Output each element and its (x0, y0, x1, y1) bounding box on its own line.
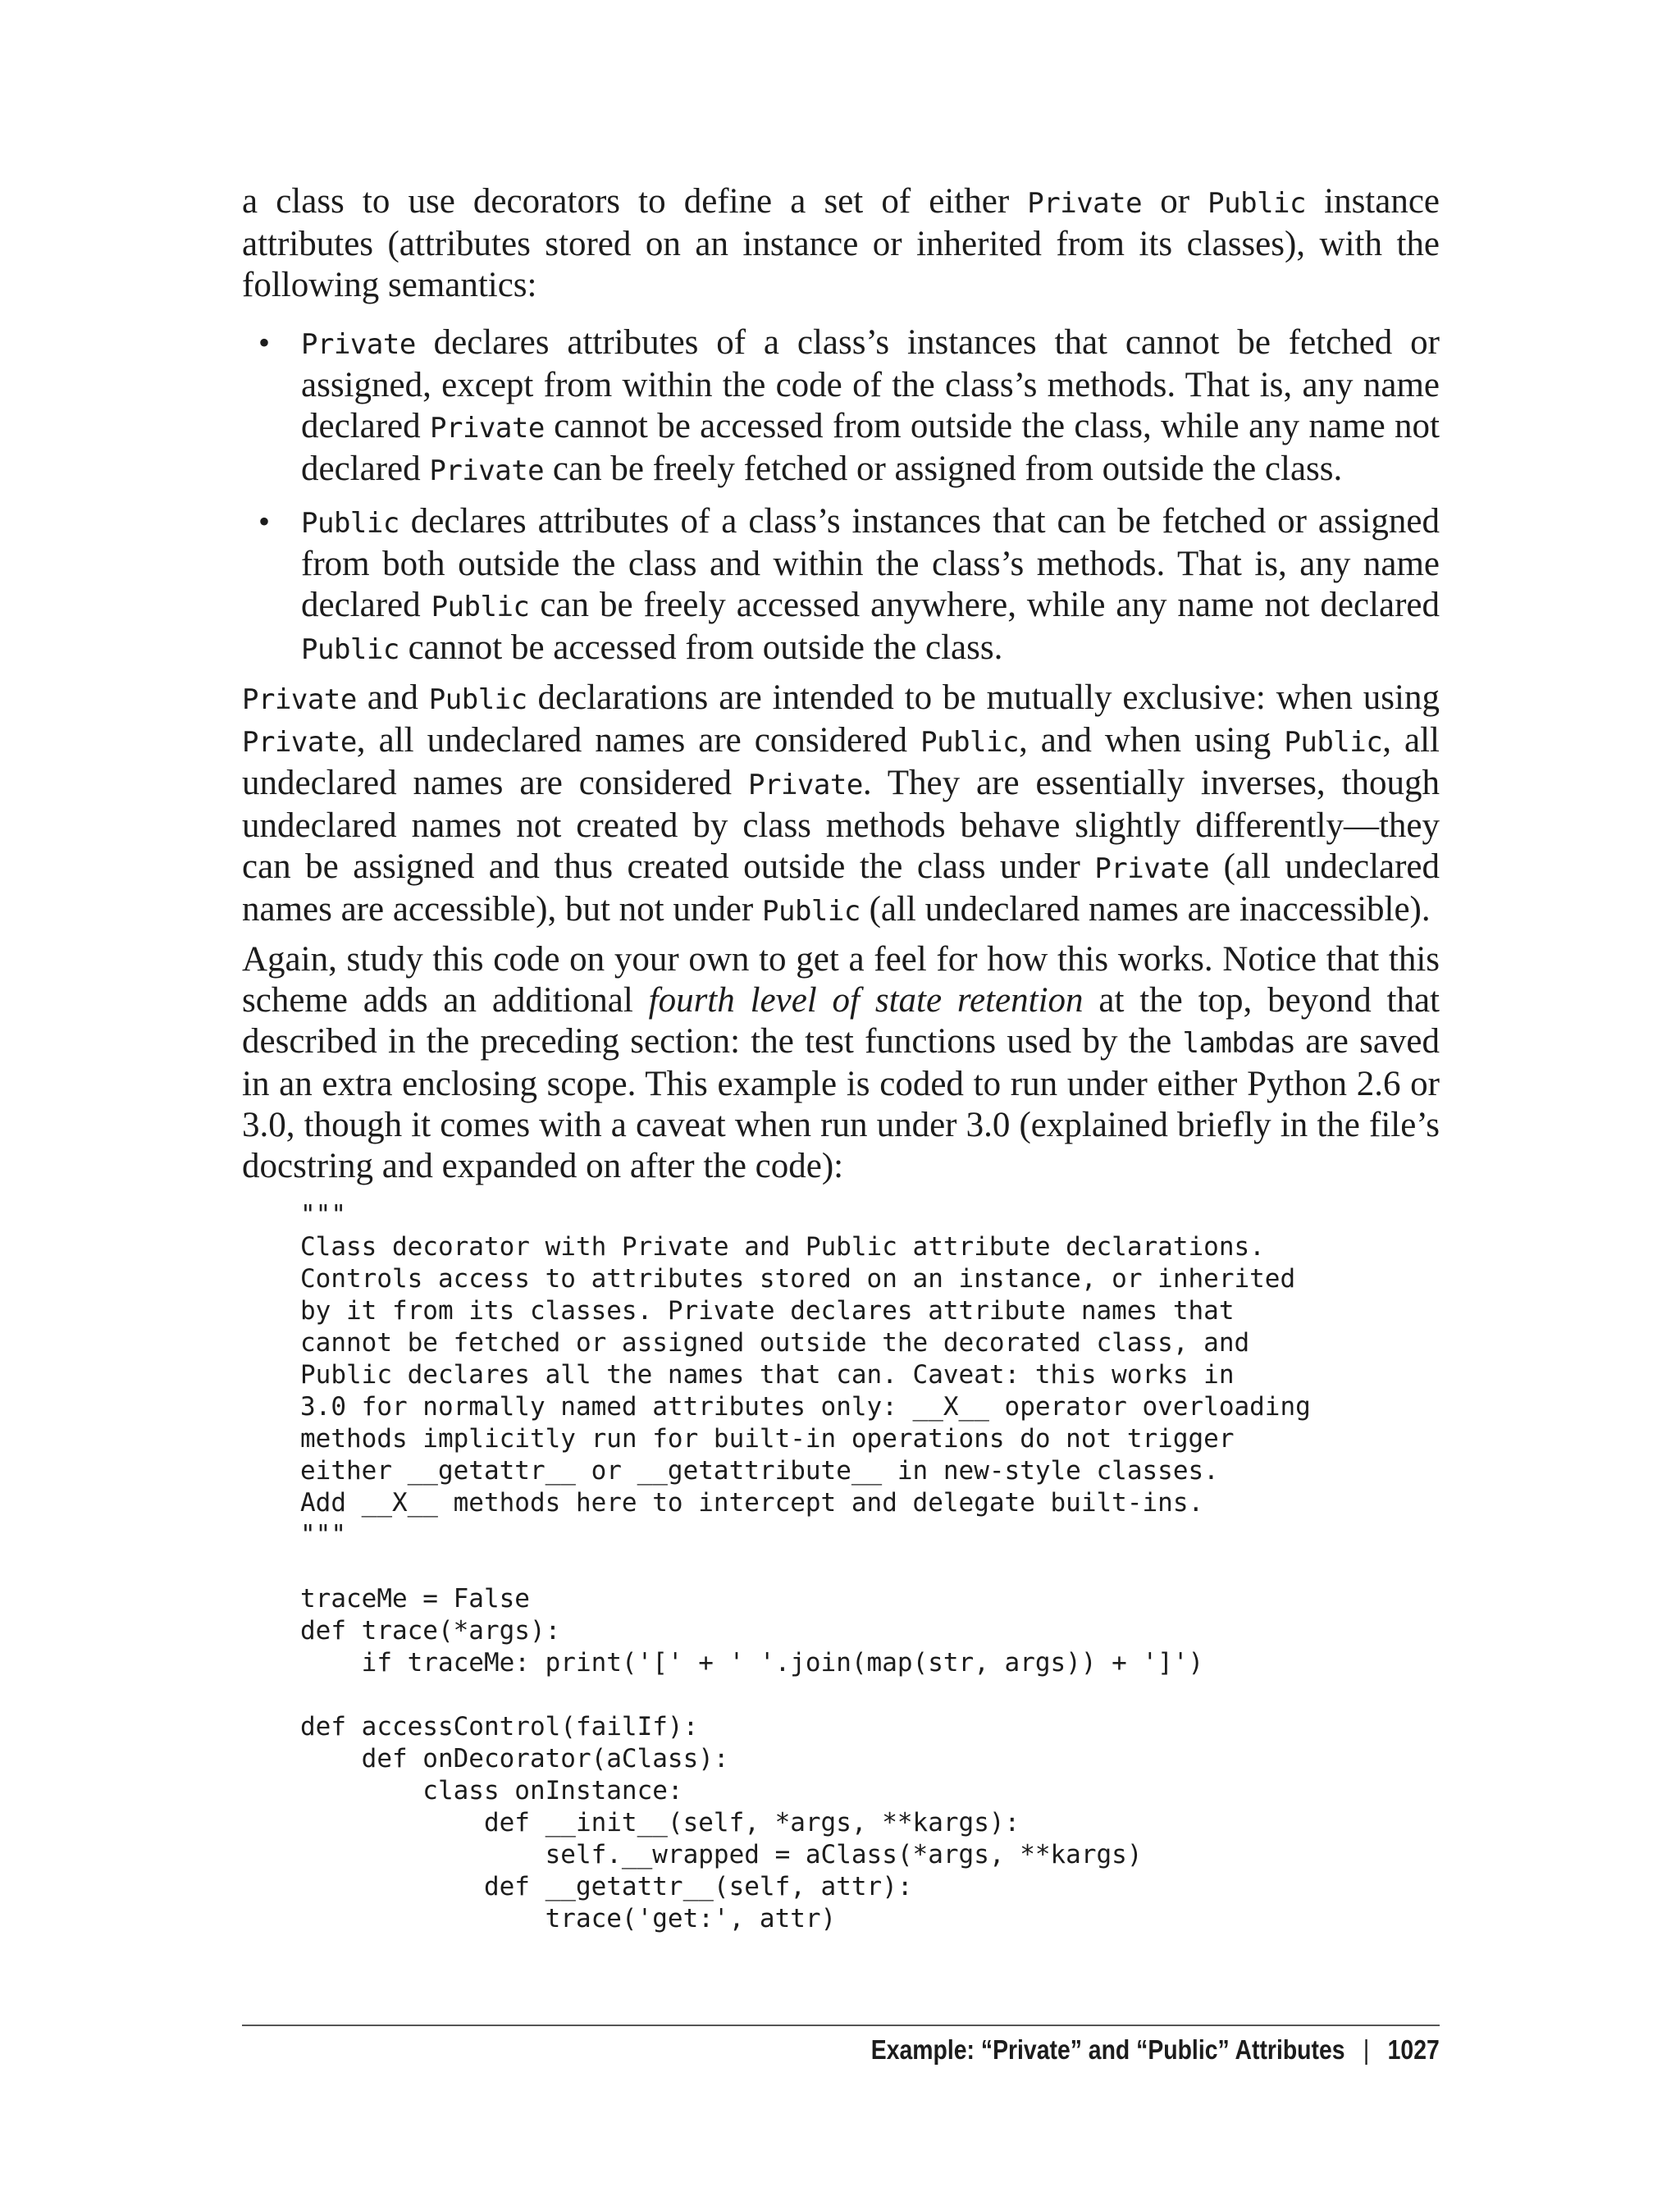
inline-code: Private (301, 328, 416, 361)
inline-code: Public (301, 633, 399, 666)
paragraph-study-code (242, 939, 1440, 1187)
inline-code: Private (1027, 187, 1143, 220)
inline-code: Public (301, 507, 399, 540)
list-text: declares attributes of a class’s instances that cannot be fetched or assigned, except from within the code of the class’s methods. That is, any name declared (301, 323, 1440, 445)
list-item-public (242, 501, 1440, 670)
inline-code: Private (430, 412, 545, 445)
list-text: can be freely fetched or assigned from outside the class. (544, 450, 1343, 488)
semantics-list (242, 322, 1440, 670)
code-listing: """ Class decorator with Private and Public attribute declarations. Controls access to attributes stored on an instance, or inherited by it from its classes. Private declares attribute names that cannot be fetched or assigned outside the decorated class, and Public declares all the names that can. Caveat: this works in 3.0 for normally named attributes only: __X__ operator overloading methods implicitly run for built-in operations do not trigger either __getattr__ or __getattribute__ in new-style classes. Add __X__ methods here to intercept and delegate built-ins. """ traceMe = False def trace(*args): if traceMe: print('[' + ' '.join(map(str, args)) + ']') def accessControl(failIf): def onDecorator(aClass): class onInstance: def __init__(self, *args, **kargs): self.__wrapped = aClass(*args, **kargs) def __getattr__(self, attr): trace('get:', attr) (300, 1200, 1311, 1933)
inline-code: Public (1284, 726, 1383, 759)
inline-code: Private (242, 726, 357, 759)
footer-section-title: Example: “Private” and “Public” Attributes (871, 2034, 1345, 2065)
bullet-icon: • (258, 503, 271, 540)
bullet-icon: • (258, 324, 271, 361)
footer-separator: | (1363, 2034, 1370, 2065)
inline-code: Private (242, 683, 357, 716)
paragraph-text: and (356, 678, 429, 717)
intro-text: a class to use decorators to define a set of either (242, 182, 1028, 221)
paragraph-text: declarations are intended to be mutually exclusive: when using (527, 678, 1440, 717)
emphasis-text: fourth level of state retention (648, 981, 1084, 1020)
inline-code: Private (429, 454, 545, 487)
paragraph-text: Again, study this code on your own to get a feel for how this works. Notice that this scheme adds an additional (242, 940, 1440, 1020)
list-gap (242, 491, 1440, 501)
inline-code: Public (762, 895, 861, 928)
inline-code: Private (748, 769, 863, 801)
paragraph-text: s are saved in an extra enclosing scope. This example is coded to run under either Python 2.6 or 3.0, though it comes with a caveat when run under 3.0 (explained briefly in the file’s docstring and expanded on after the code): (242, 1022, 1440, 1185)
list-text: cannot be accessed from outside the class, while any name not declared (301, 407, 1440, 488)
footer-divider (242, 2025, 1440, 2026)
paragraph-text: at the top, beyond that described in the preceding section: the test functions used by the (242, 981, 1440, 1061)
inline-code: Public (428, 683, 527, 716)
paragraph-text: (all undeclared names are accessible), but not under (242, 847, 1440, 929)
inline-code: Public (431, 591, 530, 623)
paragraph-text: . They are essentially inverses, though undeclared names not created by class methods behave slightly differently—they can be assigned and thus created outside the class under (242, 764, 1440, 886)
page-number: 1027 (1387, 2034, 1440, 2065)
inline-code: Public (920, 726, 1019, 759)
list-text: declares attributes of a class’s instances that can be fetched or assigned from both outside the class and within the class’s methods. That is, any name declared (301, 502, 1440, 624)
intro-text: instance attributes (attributes stored on an instance or inherited from its classes), with the following semantics: (242, 182, 1440, 304)
paragraph-text: , and when using (1018, 721, 1285, 760)
running-footer (871, 2032, 1440, 2068)
paragraph-text: (all undeclared names are inaccessible). (860, 890, 1431, 929)
list-text: cannot be accessed from outside the class. (399, 628, 1003, 667)
paragraph-text: , all undeclared names are considered (242, 721, 1440, 802)
paragraph-mutually-exclusive (242, 678, 1440, 932)
list-text: can be freely accessed anywhere, while any name not declared (529, 586, 1440, 624)
inline-code: Private (1094, 852, 1210, 885)
paragraph-text: , all undeclared names are considered (356, 721, 921, 760)
intro-paragraph (242, 181, 1440, 306)
inline-code: Public (1208, 187, 1306, 220)
intro-text: or (1142, 182, 1208, 221)
inline-code: lambda (1182, 1027, 1281, 1060)
list-item-private (242, 322, 1440, 491)
